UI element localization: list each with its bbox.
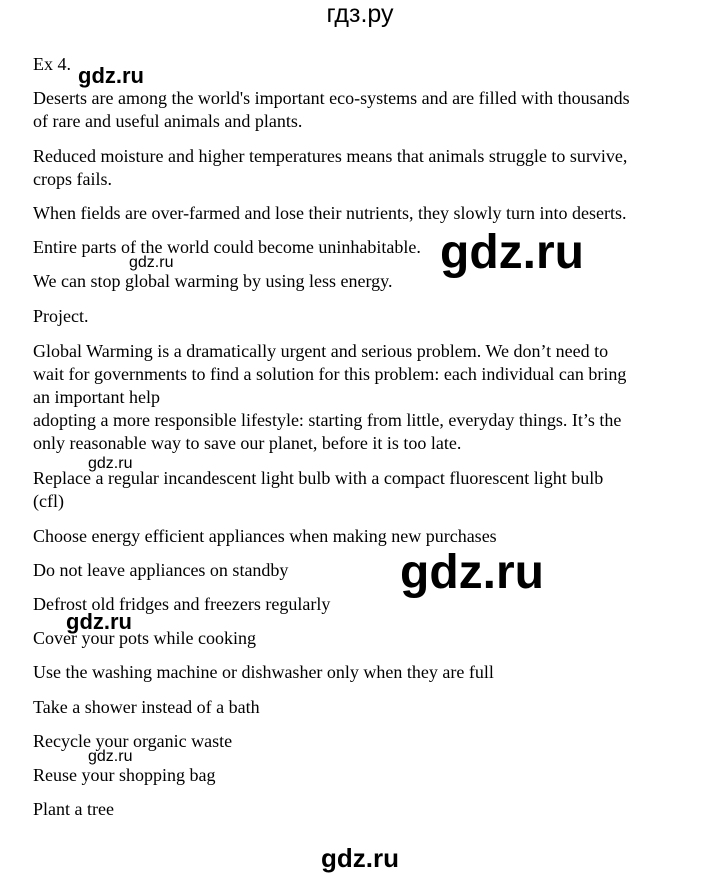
text-line: Project. [33, 306, 89, 326]
text-line: Deserts are among the world's important eco-systems and are filled with thousands [33, 88, 630, 108]
text-line: Choose energy efficient appliances when making new purchases [33, 526, 497, 546]
text-line: Defrost old fridges and freezers regularly [33, 594, 331, 614]
watermark: gdz.ru [400, 546, 544, 599]
text-line: only reasonable way to save our planet, before it is too late. [33, 433, 462, 453]
text-line: Do not leave appliances on standby [33, 560, 289, 580]
text-line: Plant a tree [33, 799, 114, 819]
text-line: an important help [33, 387, 160, 407]
page-header-title: гдз.ру [326, 0, 394, 28]
page-footer-title: gdz.ru [321, 843, 399, 873]
text-line: Use the washing machine or dishwasher only when they are full [33, 662, 494, 682]
text-line: wait for governments to find a solution for this problem: each individual can bring [33, 364, 627, 384]
exercise-label: Ex 4. [33, 54, 71, 74]
text-line: of rare and useful animals and plants. [33, 111, 303, 131]
text-line: (cfl) [33, 491, 64, 511]
text-line: Replace a regular incandescent light bulb with a compact fluorescent light bulb [33, 468, 604, 488]
text-line: Cover your pots while cooking [33, 628, 256, 648]
text-line: When fields are over-farmed and lose their nutrients, they slowly turn into deserts. [33, 203, 627, 223]
watermark: gdz.ru [88, 748, 133, 765]
text-line: Recycle your organic waste [33, 731, 233, 751]
text-line: We can stop global warming by using less energy. [33, 271, 393, 291]
text-line: Entire parts of the world could become uninhabitable. [33, 237, 421, 257]
watermark: gdz.ru [88, 455, 133, 472]
watermark: gdz.ru [66, 609, 132, 634]
watermark: gdz.ru [440, 226, 584, 279]
watermark: gdz.ru [78, 63, 144, 88]
text-line: Reduced moisture and higher temperatures means that animals struggle to survive, [33, 146, 628, 166]
text-line: Take a shower instead of a bath [33, 697, 260, 717]
watermark: gdz.ru [129, 254, 174, 271]
text-line: Global Warming is a dramatically urgent and serious problem. We don’t need to [33, 341, 609, 361]
text-line: adopting a more responsible lifestyle: starting from little, everyday things. It’s the [33, 410, 622, 430]
text-line: Reuse your shopping bag [33, 765, 216, 785]
text-line: crops fails. [33, 169, 112, 189]
